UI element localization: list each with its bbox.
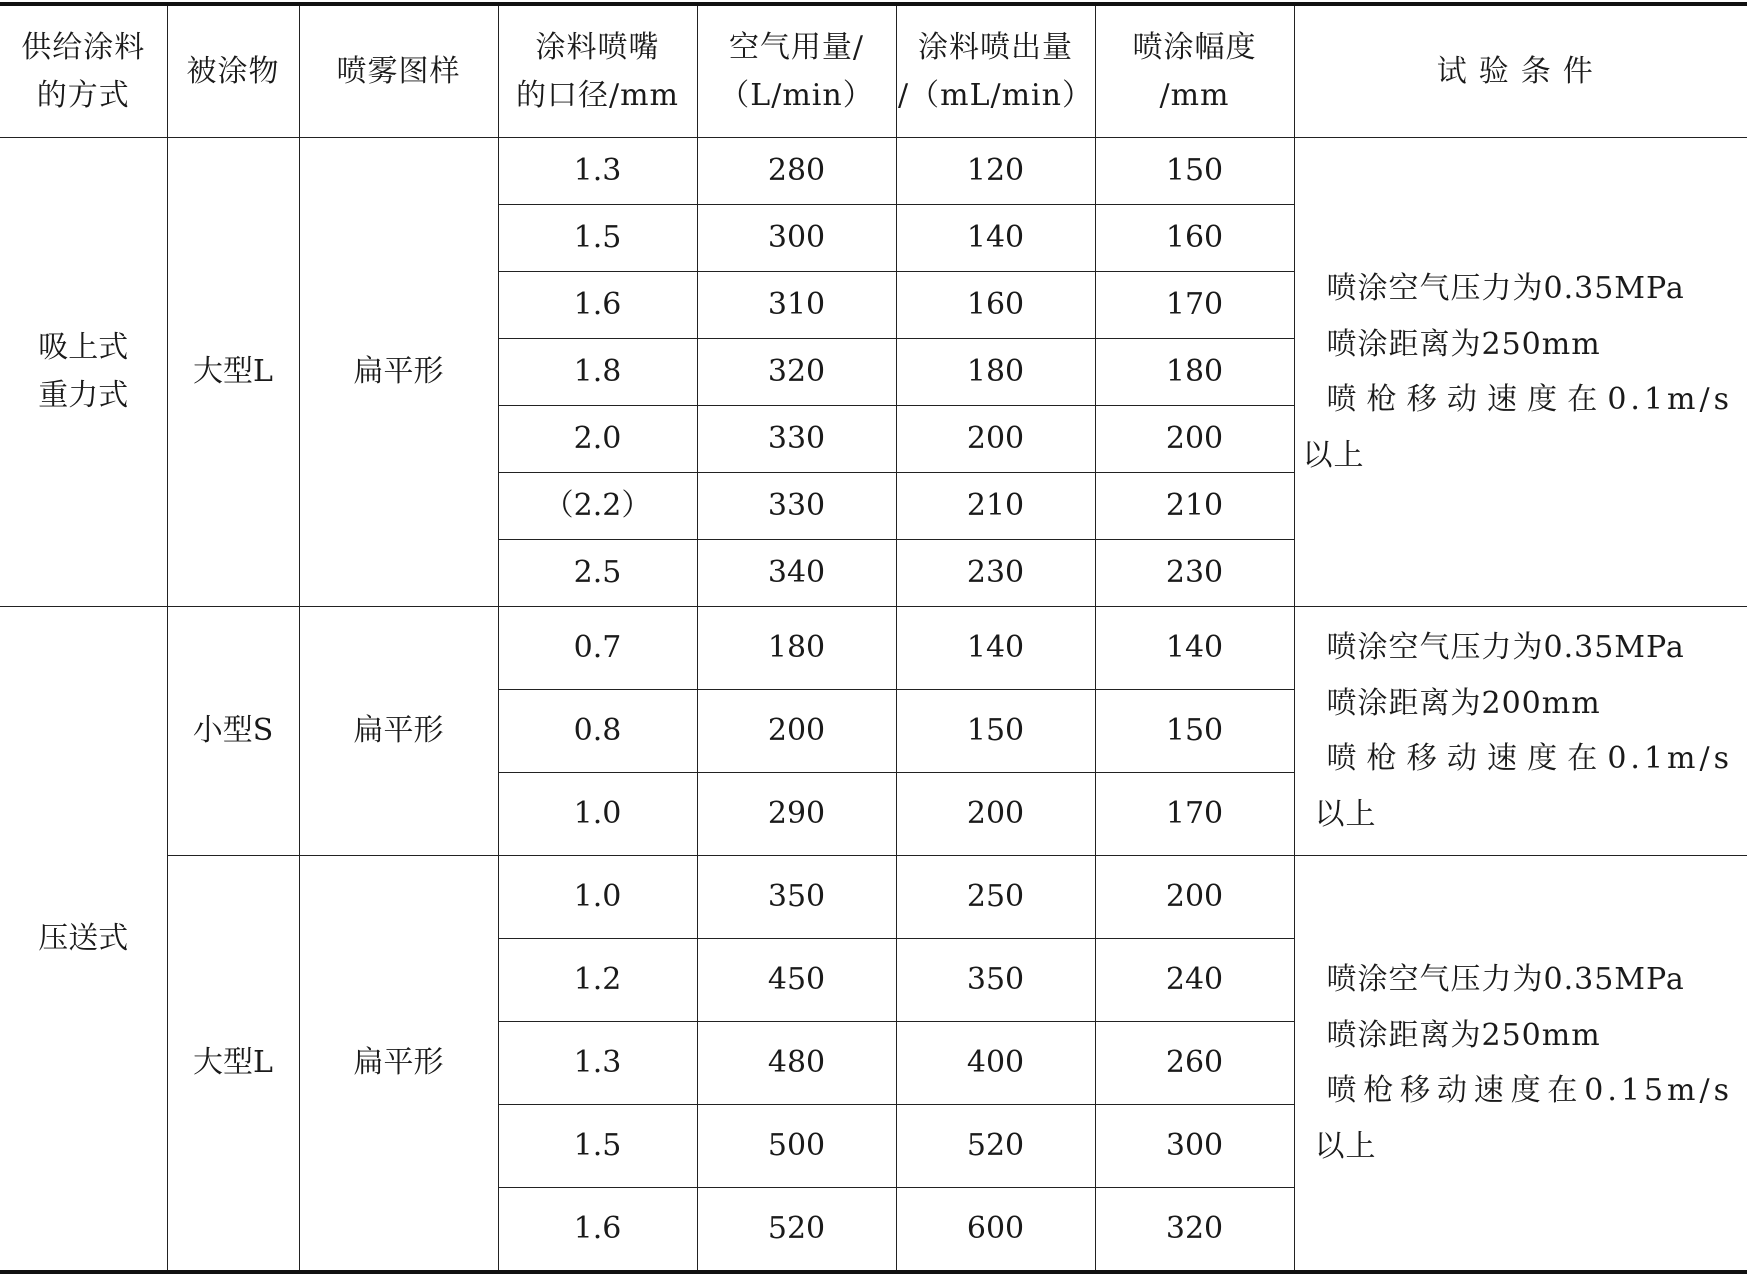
condition-line: 喷涂空气压力为0.35MPa bbox=[1326, 962, 1685, 997]
spray-width-cell: 200 bbox=[1095, 856, 1294, 939]
coated-object-cell: 小型S bbox=[167, 607, 299, 856]
air-consumption-cell: 330 bbox=[697, 473, 896, 540]
header-text: 供给涂料 bbox=[21, 29, 146, 65]
coated-object-cell: 大型L bbox=[167, 138, 299, 607]
paint-output-cell: 400 bbox=[896, 1022, 1095, 1105]
header-test-conditions bbox=[1294, 4, 1747, 138]
paint-output-cell: 520 bbox=[896, 1105, 1095, 1188]
nozzle-diameter-cell: 0.8 bbox=[498, 690, 697, 773]
cell-text: 重力式 bbox=[38, 378, 129, 413]
condition-line: 以上 bbox=[1314, 1128, 1377, 1164]
test-conditions-cell bbox=[1294, 856, 1747, 1273]
header-text: 被涂物 bbox=[186, 53, 280, 89]
header-supply-method bbox=[0, 4, 167, 138]
table-row bbox=[0, 607, 1747, 690]
condition-line: 喷涂距离为250mm bbox=[1326, 326, 1601, 362]
cell-text: 压送式 bbox=[38, 920, 129, 956]
paint-output-cell: 250 bbox=[896, 856, 1095, 939]
spray-width-cell: 180 bbox=[1095, 339, 1294, 406]
nozzle-diameter-cell: 2.0 bbox=[498, 406, 697, 473]
paint-output-cell: 200 bbox=[896, 773, 1095, 856]
condition-line: 喷涂空气压力为0.35MPa bbox=[1326, 630, 1685, 665]
paint-output-cell: 200 bbox=[896, 406, 1095, 473]
nozzle-diameter-cell: 1.6 bbox=[498, 1188, 697, 1273]
air-consumption-cell: 480 bbox=[697, 1022, 896, 1105]
condition-line: 以上 bbox=[1302, 437, 1365, 473]
air-consumption-cell: 520 bbox=[697, 1188, 896, 1273]
spray-width-cell: 210 bbox=[1095, 473, 1294, 540]
nozzle-diameter-cell: 1.3 bbox=[498, 138, 697, 205]
header-coated-object bbox=[167, 4, 299, 138]
header-air-consumption bbox=[697, 4, 896, 138]
nozzle-diameter-cell: 1.0 bbox=[498, 856, 697, 939]
air-consumption-cell: 180 bbox=[697, 607, 896, 690]
condition-line: 喷涂距离为250mm bbox=[1326, 1017, 1601, 1053]
header-paint-output bbox=[896, 4, 1095, 138]
spray-width-cell: 150 bbox=[1095, 690, 1294, 773]
nozzle-diameter-cell: 1.8 bbox=[498, 339, 697, 406]
spray-width-cell: 170 bbox=[1095, 272, 1294, 339]
nozzle-diameter-cell: 1.5 bbox=[498, 1105, 697, 1188]
supply-method-cell bbox=[0, 607, 167, 1273]
header-text: 的方式 bbox=[36, 77, 130, 113]
header-spray-pattern bbox=[299, 4, 498, 138]
nozzle-diameter-cell: 0.7 bbox=[498, 607, 697, 690]
air-consumption-cell: 340 bbox=[697, 540, 896, 607]
spray-width-cell: 170 bbox=[1095, 773, 1294, 856]
header-text: /mm bbox=[1159, 77, 1230, 113]
header-text: 空气用量/ bbox=[728, 29, 865, 65]
header-text: 试验条件 bbox=[1436, 53, 1605, 89]
condition-line: 喷涂空气压力为0.35MPa bbox=[1326, 271, 1685, 306]
header-text: 喷涂幅度 bbox=[1132, 29, 1257, 65]
header-text: 喷雾图样 bbox=[336, 53, 461, 89]
air-consumption-cell: 320 bbox=[697, 339, 896, 406]
paint-output-cell: 120 bbox=[896, 138, 1095, 205]
header-text: 的口径/mm bbox=[515, 77, 679, 113]
air-consumption-cell: 290 bbox=[697, 773, 896, 856]
air-consumption-cell: 310 bbox=[697, 272, 896, 339]
spray-pattern-cell: 扁平形 bbox=[299, 607, 498, 856]
air-consumption-cell: 450 bbox=[697, 939, 896, 1022]
test-conditions-cell bbox=[1294, 138, 1747, 607]
header-text: 涂料喷嘴 bbox=[535, 29, 660, 65]
nozzle-diameter-cell: 1.2 bbox=[498, 939, 697, 1022]
spray-width-cell: 300 bbox=[1095, 1105, 1294, 1188]
nozzle-diameter-cell: 1.6 bbox=[498, 272, 697, 339]
coated-object-cell: 大型L bbox=[167, 856, 299, 1273]
paint-output-cell: 210 bbox=[896, 473, 1095, 540]
nozzle-diameter-cell: （2.2） bbox=[498, 473, 697, 540]
test-conditions-cell bbox=[1294, 607, 1747, 856]
air-consumption-cell: 280 bbox=[697, 138, 896, 205]
spray-pattern-cell: 扁平形 bbox=[299, 138, 498, 607]
paint-output-cell: 230 bbox=[896, 540, 1095, 607]
table-row bbox=[0, 856, 1747, 939]
table-row bbox=[0, 138, 1747, 205]
condition-line: 以上 bbox=[1314, 796, 1377, 832]
nozzle-diameter-cell: 2.5 bbox=[498, 540, 697, 607]
condition-line: 喷涂距离为200mm bbox=[1326, 685, 1601, 721]
nozzle-diameter-cell: 1.3 bbox=[498, 1022, 697, 1105]
paint-output-cell: 140 bbox=[896, 205, 1095, 272]
supply-method-cell bbox=[0, 138, 167, 607]
condition-line: 喷枪移动速度在0.1m/s bbox=[1326, 741, 1733, 776]
spray-width-cell: 150 bbox=[1095, 138, 1294, 205]
spray-width-cell: 200 bbox=[1095, 406, 1294, 473]
air-consumption-cell: 200 bbox=[697, 690, 896, 773]
spray-width-cell: 240 bbox=[1095, 939, 1294, 1022]
header-text: （L/min） bbox=[719, 77, 874, 113]
header-nozzle-diameter bbox=[498, 4, 697, 138]
paint-output-cell: 600 bbox=[896, 1188, 1095, 1273]
air-consumption-cell: 500 bbox=[697, 1105, 896, 1188]
paint-output-cell: 160 bbox=[896, 272, 1095, 339]
paint-output-cell: 350 bbox=[896, 939, 1095, 1022]
paint-output-cell: 180 bbox=[896, 339, 1095, 406]
spray-width-cell: 230 bbox=[1095, 540, 1294, 607]
air-consumption-cell: 330 bbox=[697, 406, 896, 473]
header-spray-width bbox=[1095, 4, 1294, 138]
paint-output-cell: 150 bbox=[896, 690, 1095, 773]
header-text: 涂料喷出量 bbox=[918, 29, 1073, 65]
spray-width-cell: 160 bbox=[1095, 205, 1294, 272]
condition-line: 喷枪移动速度在0.1m/s bbox=[1326, 382, 1733, 417]
spray-width-cell: 320 bbox=[1095, 1188, 1294, 1273]
air-consumption-cell: 300 bbox=[697, 205, 896, 272]
header-text: /（mL/min） bbox=[898, 77, 1093, 113]
paint-output-cell: 140 bbox=[896, 607, 1095, 690]
spray-width-cell: 140 bbox=[1095, 607, 1294, 690]
air-consumption-cell: 350 bbox=[697, 856, 896, 939]
nozzle-diameter-cell: 1.0 bbox=[498, 773, 697, 856]
spray-pattern-cell: 扁平形 bbox=[299, 856, 498, 1273]
header-row bbox=[0, 4, 1747, 138]
cell-text: 吸上式 bbox=[38, 330, 129, 365]
spray-gun-spec-table bbox=[0, 2, 1747, 1274]
spray-width-cell: 260 bbox=[1095, 1022, 1294, 1105]
condition-line: 喷枪移动速度在0.15m/s bbox=[1326, 1073, 1733, 1108]
nozzle-diameter-cell: 1.5 bbox=[498, 205, 697, 272]
